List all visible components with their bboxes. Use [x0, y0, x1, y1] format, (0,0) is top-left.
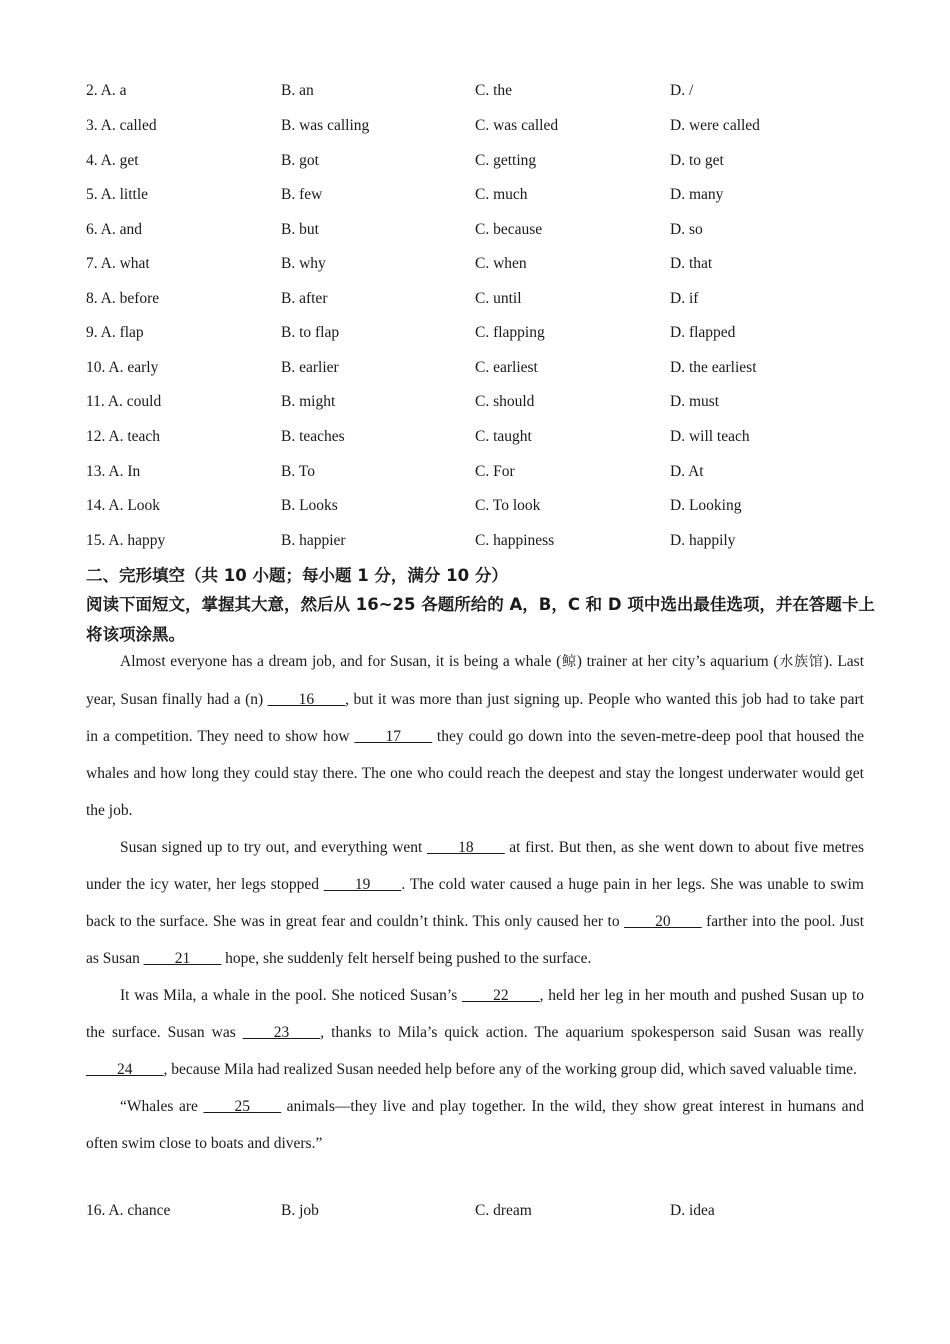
option-b: B. to flap [281, 324, 340, 341]
option-c: C. the [475, 82, 513, 99]
passage-text: they could go down into the seven-metre-deep pool that housed the whales and how long they could stay there. The one who could reach the deepest and stay the longest underwater would get the job. [86, 728, 865, 819]
option-row-15 [86, 530, 886, 552]
option-row-8 [86, 288, 886, 310]
option-a: 12. A. teach [86, 428, 161, 445]
option-a: 14. A. Look [86, 497, 161, 514]
option-c: C. much [475, 186, 528, 203]
option-b: B. was calling [281, 117, 370, 134]
option-row-7 [86, 253, 886, 275]
option-row-9 [86, 322, 886, 344]
option-c: C. dream [475, 1202, 532, 1219]
option-d: D. At [670, 463, 704, 480]
option-a: 7. A. what [86, 255, 150, 272]
blank-17: ____17____ [354, 728, 432, 745]
option-row-12 [86, 426, 886, 448]
passage-text: ) trainer at her city’s aquarium ( [576, 653, 779, 670]
option-a: 9. A. flap [86, 324, 144, 341]
section-instructions: 阅读下面短文，掌握其大意，然后从 16~25 各题所给的 A，B，C 和 D 项中选出最佳选项，并在答题卡上将该项涂黑。 [86, 595, 875, 644]
blank-18: ____18____ [427, 839, 505, 856]
option-a: 11. A. could [86, 393, 162, 410]
option-b: B. teaches [281, 428, 345, 445]
blank-22: ____22____ [462, 987, 540, 1004]
option-row-16 [86, 1200, 886, 1222]
option-a: 4. A. get [86, 152, 139, 169]
passage-text: Susan signed up to try out, and everything went [120, 839, 428, 856]
option-row-11 [86, 391, 886, 413]
option-c: C. For [475, 463, 515, 480]
option-b: B. after [281, 290, 328, 307]
option-d: D. flapped [670, 324, 736, 341]
passage-text: , but it was more than just signing up. People who wanted this job had to take part in a competition. They need to show how [86, 691, 864, 745]
option-a: 5. A. little [86, 186, 148, 203]
paragraph-4 [86, 1088, 864, 1162]
option-a: 6. A. and [86, 221, 142, 238]
option-a: 15. A. happy [86, 532, 166, 549]
option-b: B. few [281, 186, 323, 203]
option-d: D. happily [670, 532, 736, 549]
option-b: B. happier [281, 532, 346, 549]
option-b: B. might [281, 393, 336, 410]
option-d: D. if [670, 290, 699, 307]
option-a: 8. A. before [86, 290, 160, 307]
option-row-3 [86, 115, 886, 137]
option-d: D. were called [670, 117, 760, 134]
passage-text: Almost everyone has a dream job, and for Susan, it is being a whale ( [120, 653, 562, 670]
blank-25: ____25____ [203, 1098, 282, 1115]
option-b: B. got [281, 152, 319, 169]
option-a: 3. A. called [86, 117, 157, 134]
option-b: B. Looks [281, 497, 338, 514]
passage-text: “Whales are [120, 1098, 204, 1115]
section-heading: 二、完形填空（共 10 小题；每小题 1 分，满分 10 分） [86, 566, 508, 585]
blank-20: ____20____ [624, 913, 702, 930]
option-row-10 [86, 357, 886, 379]
chinese-gloss: 水族馆 [778, 654, 824, 670]
option-c: C. getting [475, 152, 537, 169]
option-b: B. an [281, 82, 314, 99]
passage-text: It was Mila, a whale in the pool. She noticed Susan’s [120, 987, 463, 1004]
option-row-6 [86, 219, 886, 241]
option-d: D. so [670, 221, 703, 238]
option-row-13 [86, 461, 886, 483]
option-d: D. the earliest [670, 359, 757, 376]
option-a: 13. A. In [86, 463, 141, 480]
blank-16: ____16____ [267, 691, 346, 708]
option-a: 10. A. early [86, 359, 159, 376]
option-row-14 [86, 495, 886, 517]
paragraph-1 [86, 643, 864, 829]
passage-text: , because Mila had realized Susan needed help before any of the working group did, which saved valuable time. [163, 1061, 857, 1078]
option-d: D. to get [670, 152, 724, 169]
option-d: D. / [670, 82, 694, 99]
option-a: 2. A. a [86, 82, 127, 99]
option-c: C. should [475, 393, 535, 410]
paragraph-3 [86, 977, 864, 1088]
passage-text: farther into the pool. Just as Susan [86, 913, 865, 967]
option-c: C. earliest [475, 359, 538, 376]
chinese-gloss: 鲸 [561, 654, 577, 670]
option-b: B. but [281, 221, 319, 238]
option-b: B. earlier [281, 359, 339, 376]
option-row-5 [86, 184, 886, 206]
passage-text: , thanks to Mila’s quick action. The aquarium spokesperson said Susan was really [320, 1024, 864, 1041]
passage-text: animals—they live and play together. In the wild, they show great interest in humans and often swim close to boats and divers.” [86, 1098, 864, 1152]
option-c: C. until [475, 290, 522, 307]
option-d: D. must [670, 393, 720, 410]
option-c: C. To look [475, 497, 541, 514]
option-row-4 [86, 150, 886, 172]
passage-text: . The cold water caused a huge pain in her legs. She was unable to swim back to the surface. She was in great fear and couldn’t think. This only caused her to [86, 876, 864, 930]
option-a: 16. A. chance [86, 1202, 171, 1219]
option-c: C. flapping [475, 324, 545, 341]
option-d: D. idea [670, 1202, 715, 1219]
passage-text: ). Last year, Susan finally had a (n) [86, 653, 865, 708]
option-b: B. To [281, 463, 315, 480]
option-c: C. happiness [475, 532, 555, 549]
cloze-passage [86, 643, 864, 1162]
passage-text: , held her leg in her mouth and pushed Susan up to the surface. Susan was [86, 987, 864, 1041]
option-d: D. that [670, 255, 713, 272]
blank-21: ____21____ [143, 950, 222, 967]
option-c: C. because [475, 221, 543, 238]
passage-text: hope, she suddenly felt herself being pushed to the surface. [221, 950, 592, 967]
option-c: C. was called [475, 117, 559, 134]
option-row-2 [86, 80, 886, 102]
blank-24: ____24____ [86, 1061, 164, 1078]
paragraph-2 [86, 829, 864, 977]
option-b: B. job [281, 1202, 319, 1219]
option-d: D. will teach [670, 428, 750, 445]
option-d: D. Looking [670, 497, 742, 514]
option-b: B. why [281, 255, 326, 272]
passage-text: at first. But then, as she went down to about five metres under the icy water, her legs stopped [86, 839, 865, 893]
option-d: D. many [670, 186, 724, 203]
option-c: C. taught [475, 428, 532, 445]
blank-19: ____19____ [323, 876, 402, 893]
blank-23: ____23____ [242, 1024, 321, 1041]
option-c: C. when [475, 255, 527, 272]
